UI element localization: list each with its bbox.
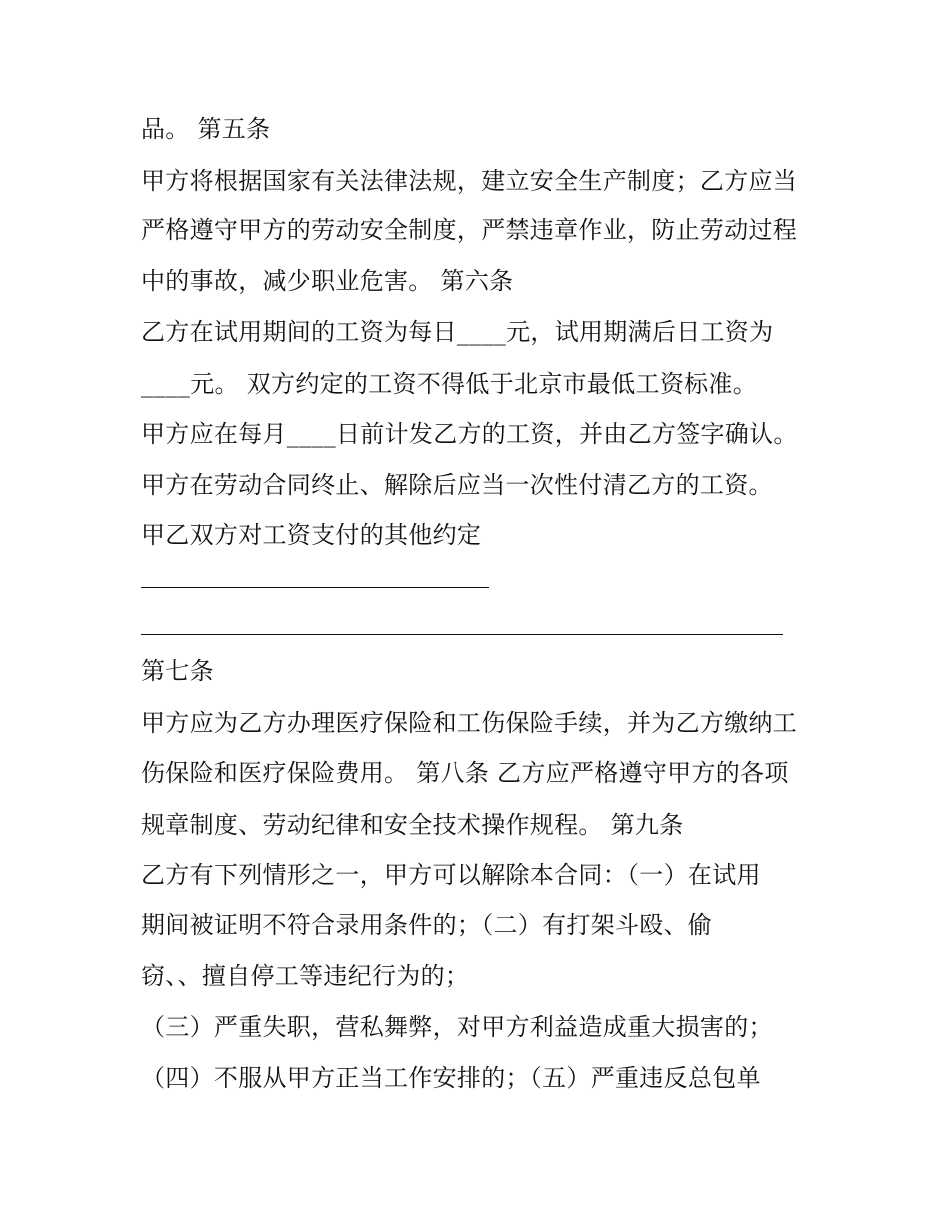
text-line: 中的事故，减少职业危害。 第六条 (141, 267, 514, 295)
text-line: ____元。 双方约定的工资不得低于北京市最低工资标准。 (141, 370, 758, 398)
text-line: 窃、、擅自停工等违纪行为的； (141, 962, 470, 990)
text-line: 甲方将根据国家有关法律法规，建立安全生产制度；乙方应当 (141, 167, 798, 195)
blank-fill-line (141, 634, 783, 635)
text-line: 伤保险和医疗保险费用。 第八条 乙方应严格遵守甲方的各项 (141, 759, 789, 787)
text-line: 第七条 (141, 657, 214, 685)
text-line: 规章制度、劳动纪律和安全技术操作规程。 第九条 (141, 811, 684, 839)
text-line: （三）严重失职，营私舞弊，对甲方利益造成重大损害的； (141, 1013, 773, 1041)
text-line: 乙方在试用期间的工资为每日____元，试用期满后日工资为 (141, 318, 774, 346)
text-line: 严格遵守甲方的劳动安全制度，严禁违章作业，防止劳动过程 (141, 216, 798, 244)
text-line: 乙方有下列情形之一，甲方可以解除本合同：（一）在试用 (141, 861, 761, 889)
blank-fill-line (141, 587, 489, 588)
text-line: 品。 第五条 (141, 115, 271, 143)
text-line: 甲方应在每月____日前计发乙方的工资，并由乙方签字确认。 (141, 420, 798, 448)
text-line: 甲方在劳动合同终止、解除后应当一次性付清乙方的工资。 (141, 471, 773, 499)
text-line: 甲乙双方对工资支付的其他约定 (141, 521, 482, 549)
text-line: （四）不服从甲方正当工作安排的；（五）严重违反总包单 (141, 1064, 761, 1092)
text-line: 甲方应为乙方办理医疗保险和工伤保险手续，并为乙方缴纳工 (141, 709, 798, 737)
text-line: 期间被证明不符合录用条件的；（二）有打架斗殴、偷 (141, 911, 713, 939)
